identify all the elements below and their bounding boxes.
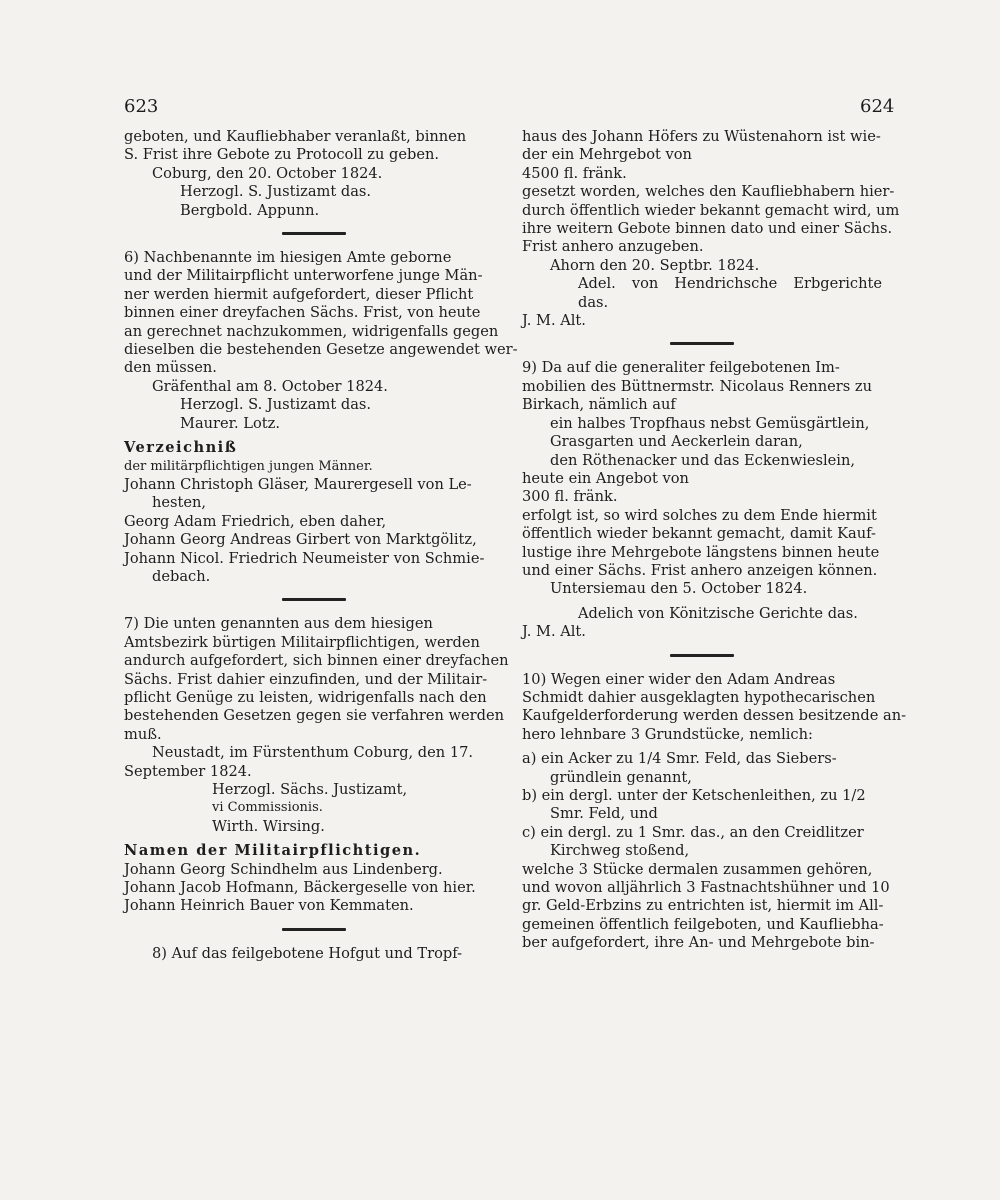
section-divider	[670, 342, 734, 345]
text-block	[522, 860, 890, 953]
text-line: ihre weitern Gebote binnen dato und einer Sächs.	[522, 220, 893, 238]
list-item: Johann Georg Andreas Girbert von Marktgölitz,	[124, 531, 477, 549]
signer-line: J. M. Alt.	[522, 623, 586, 641]
list-item: Johann Heinrich Bauer von Kemmaten.	[124, 897, 414, 915]
text-line: binnen einer dreyfachen Sächs. Frist, von heute	[124, 304, 481, 322]
text-line: und wovon alljährlich 3 Fastnachtshühner und 10	[522, 879, 890, 897]
name-list	[124, 476, 504, 586]
signers-line: Wirth. Wirsing.	[212, 817, 325, 835]
list-title: Namen der Militairpflichtigen.	[124, 842, 422, 860]
list-item: hesten,	[152, 494, 207, 512]
text-line: gemeinen öffentlich feilgeboten, und Kaufliebha-	[522, 915, 884, 933]
notice-7-text	[124, 615, 509, 744]
section-divider	[670, 654, 734, 657]
page-number-left: 623	[124, 96, 159, 117]
text-line: ber aufgefordert, ihre An- und Mehrgebote bin-	[522, 934, 875, 952]
text-line: durch öffentlich wieder bekannt gemacht wird, um	[522, 201, 900, 219]
list-item: gründlein genannt,	[550, 768, 692, 786]
notice-9-text	[522, 359, 882, 414]
text-line: und der Militairpflicht unterworfene junge Män-	[124, 267, 483, 285]
list-item: den Röthenacker und das Eckenwieslein,	[550, 451, 856, 469]
list-subtitle: der militärpflichtigen jungen Männer.	[124, 458, 373, 474]
text-line: 9) Da auf die generaliter feilgebotenen Im-	[522, 359, 840, 377]
text-block	[124, 128, 504, 165]
list-item: Kirchweg stoßend,	[550, 842, 690, 860]
text-line: haus des Johann Höfers zu Wüstenahorn ist wie-	[522, 128, 881, 145]
section-divider	[282, 232, 346, 235]
text-block	[522, 128, 882, 165]
text-line: Birkach, nämlich auf	[522, 396, 676, 414]
text-line: 10) Wegen einer wider den Adam Andreas	[522, 670, 836, 688]
parcel-list	[522, 750, 882, 860]
authority-line: Herzogl. S. Justizamt das.	[180, 183, 372, 201]
text-line: muß.	[124, 725, 162, 743]
text-line: öffentlich wieder bekannt gemacht, damit Kauf-	[522, 525, 876, 543]
text-line: welche 3 Stücke dermalen zusammen gehören,	[522, 860, 873, 878]
text-line: gesetzt worden, welches den Kaufliebhabern hier-	[522, 183, 895, 201]
authority-line: Herzogl. S. Justizamt das.	[180, 396, 372, 414]
list-item: a) ein Acker zu 1/4 Smr. Feld, das Siebers-	[522, 750, 837, 768]
text-line: ner werden hiermit aufgefordert, dieser Pflicht	[124, 285, 474, 303]
notice-10-text	[522, 670, 907, 745]
text-line: Kaufgelderforderung werden dessen besitzende an-	[522, 707, 907, 725]
list-item: b) ein dergl. unter der Ketschenleithen, zu 1/2	[522, 787, 866, 804]
text-line: Schmidt dahier ausgeklagten hypothecarischen	[522, 688, 876, 706]
authority-line: Adel. von Hendrichsche Erbgerichte das.	[578, 275, 882, 311]
section-divider	[282, 598, 346, 601]
place-date: Ahorn den 20. Septbr. 1824.	[550, 256, 760, 274]
left-column	[124, 128, 518, 963]
notice-6-text	[124, 249, 518, 378]
text-line: dieselben die bestehenden Gesetze angewendet wer-	[124, 341, 518, 359]
section-divider	[282, 928, 346, 931]
text-block	[522, 507, 882, 581]
item-list	[522, 415, 882, 470]
signers-line: Bergbold. Appunn.	[180, 201, 320, 219]
text-line: und einer Sächs. Frist anhero anzeigen können.	[522, 561, 878, 579]
text-line: erfolgt ist, so wird solches zu dem Ende hiermit	[522, 506, 877, 524]
text-line: den müssen.	[124, 359, 217, 377]
text-line: an gerechnet nachzukommen, widrigenfalls gegen	[124, 322, 499, 340]
text-line: S. Frist ihre Gebote zu Protocoll zu geben.	[124, 146, 440, 164]
text-line: gr. Geld-Erbzins zu entrichten ist, hiermit im All-	[522, 897, 884, 915]
list-item: Johann Christoph Gläser, Maurergesell von Le-	[124, 475, 472, 493]
text-line: 7) Die unten genannten aus dem hiesigen	[124, 615, 433, 633]
list-item: c) ein dergl. zu 1 Smr. das., an den Creidlitzer	[522, 823, 864, 841]
text-line: Frist anhero anzugeben.	[522, 238, 704, 256]
text-line: Amtsbezirk bürtigen Militairpflichtigen, werden	[124, 633, 480, 651]
list-item: Grasgarten und Aeckerlein daran,	[550, 433, 803, 451]
list-item: Johann Georg Schindhelm aus Lindenberg.	[124, 860, 443, 878]
text-line: bestehenden Gesetzen gegen sie verfahren werden	[124, 707, 504, 725]
place-date: Untersiemau den 5. October 1824.	[550, 580, 808, 598]
text-line: der ein Mehrgebot von	[522, 146, 692, 164]
amount: 300 fl. fränk.	[522, 488, 618, 506]
right-column	[522, 128, 907, 953]
amount: 4500 fl. fränk.	[522, 164, 627, 182]
text-line: lustige ihre Mehrgebote längstens binnen heute	[522, 543, 880, 561]
text-line: andurch aufgefordert, sich binnen einer dreyfachen	[124, 652, 509, 670]
authority-line: Herzogl. Sächs. Justizamt,	[212, 781, 408, 798]
text-line: heute ein Angebot von	[522, 469, 689, 487]
commission-line: vi Commissionis.	[212, 800, 323, 816]
place-date: Gräfenthal am 8. October 1824.	[152, 377, 388, 395]
place-date-continued: September 1824.	[124, 762, 252, 780]
signer-line: J. M. Alt.	[522, 312, 586, 330]
list-item: Johann Nicol. Friedrich Neumeister von Schmie-	[124, 549, 485, 567]
authority-line: Adelich von Könitzische Gerichte das.	[578, 604, 858, 622]
text-line: pflicht Genüge zu leisten, widrigenfalls nach den	[124, 688, 487, 706]
name-list	[124, 861, 504, 916]
text-line: Sächs. Frist dahier einzufinden, und der Militair-	[124, 670, 488, 688]
notice-8-text: 8) Auf das feilgebotene Hofgut und Tropf-	[152, 944, 463, 962]
text-line: geboten, und Kaufliebhaber veranlaßt, binnen	[124, 128, 467, 145]
list-item: ein halbes Tropfhaus nebst Gemüsgärtlein,	[550, 414, 870, 432]
text-line: hero lehnbare 3 Grundstücke, nemlich:	[522, 725, 813, 743]
signers-line: Maurer. Lotz.	[180, 414, 280, 432]
page-number-right: 624	[860, 96, 895, 117]
list-item: debach.	[152, 567, 211, 585]
list-item: Smr. Feld, und	[550, 805, 658, 823]
list-item: Johann Jacob Hofmann, Bäckergeselle von hier.	[124, 879, 476, 897]
list-item: Georg Adam Friedrich, eben daher,	[124, 512, 387, 530]
list-title: Verzeichniß	[124, 439, 238, 457]
place-date: Coburg, den 20. October 1824.	[152, 164, 383, 182]
text-line: 6) Nachbenannte im hiesigen Amte geborne	[124, 249, 452, 267]
place-date: Neustadt, im Fürstenthum Coburg, den 17.	[152, 744, 474, 762]
text-block	[522, 183, 900, 257]
text-line: mobilien des Büttnermstr. Nicolaus Renners zu	[522, 377, 872, 395]
